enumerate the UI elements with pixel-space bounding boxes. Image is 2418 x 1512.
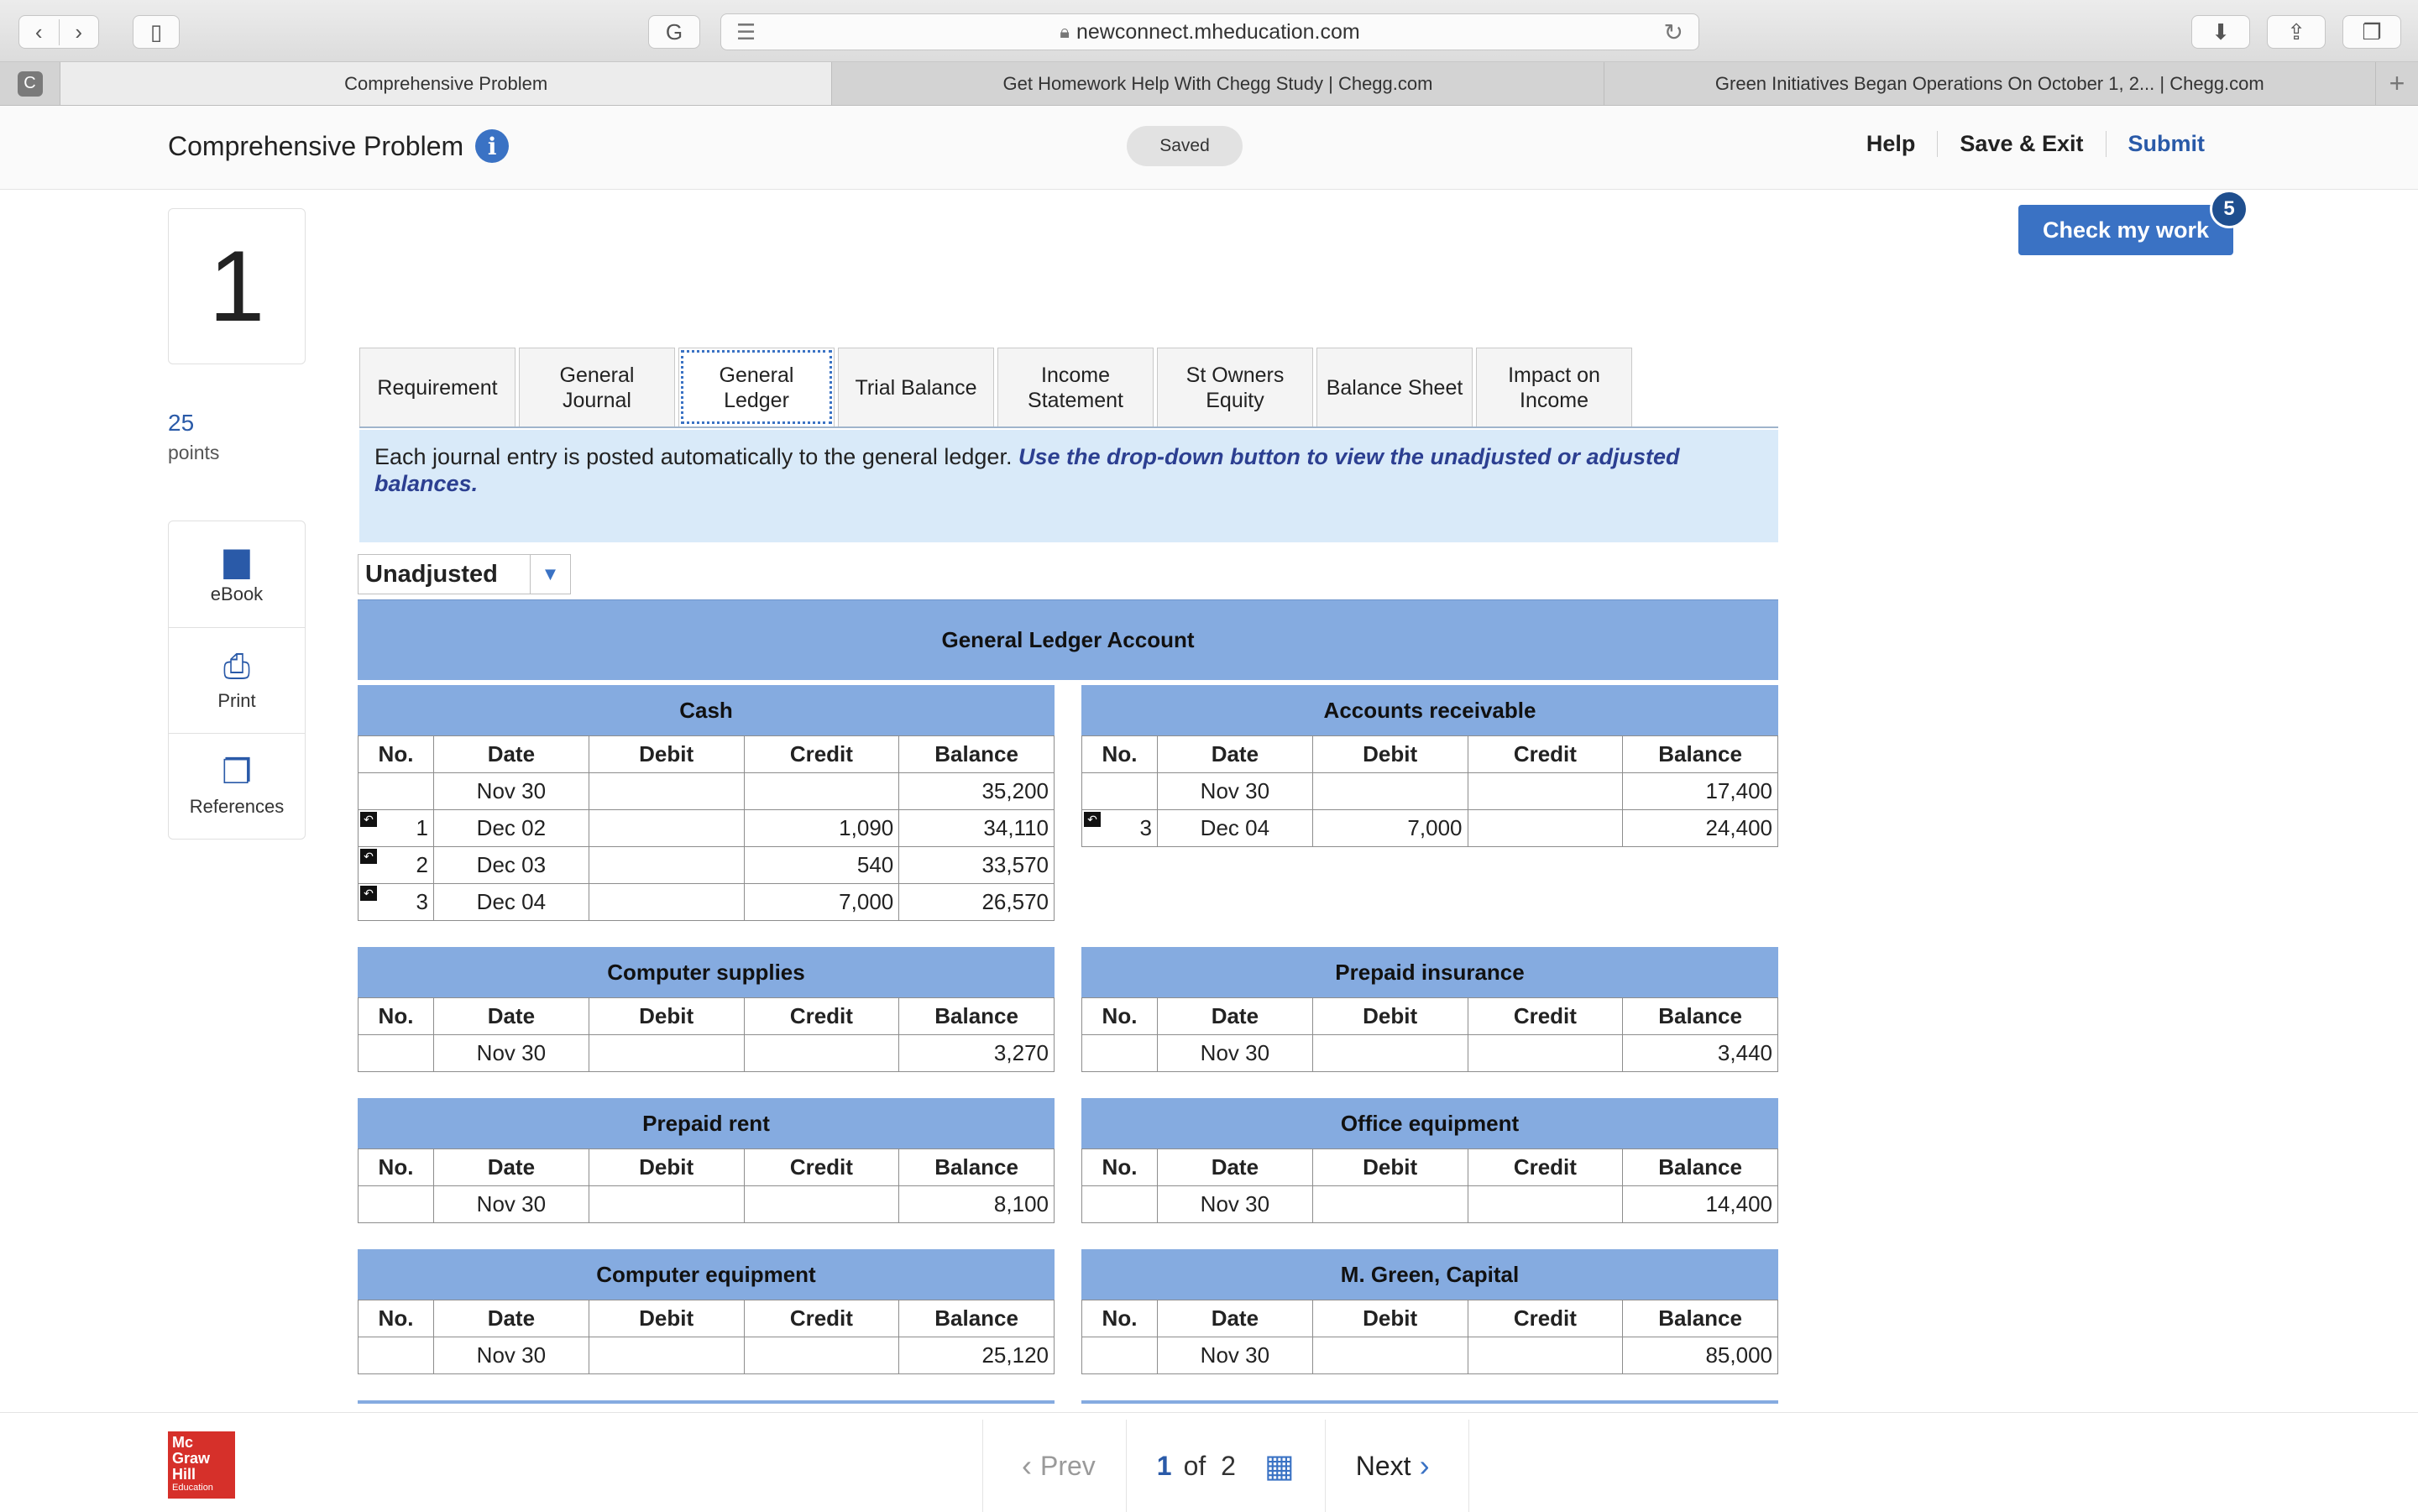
column-header: Credit	[1468, 1149, 1623, 1186]
ledger-account	[1081, 947, 1778, 1072]
cell-no	[1082, 1337, 1158, 1374]
ledger-account	[358, 1098, 1055, 1223]
account-title: Computer equipment	[358, 1249, 1055, 1300]
ledger-account	[358, 685, 1055, 921]
cell-value: 34,110	[983, 815, 1049, 840]
next-label: Next	[1355, 1450, 1411, 1481]
ledger-table	[358, 735, 1055, 921]
cell-value: 1	[416, 815, 428, 840]
chevron-right-icon: ›	[1419, 1448, 1430, 1483]
logo-text: Hill	[172, 1466, 196, 1483]
cell-date	[434, 1035, 589, 1072]
ledger-table	[1081, 1148, 1778, 1223]
column-header: Date	[1158, 1300, 1313, 1337]
column-header: Debit	[1312, 1149, 1468, 1186]
pinned-tab[interactable]	[0, 62, 60, 105]
ledger-table	[1081, 997, 1778, 1072]
column-header: Balance	[1623, 998, 1778, 1035]
column-header: Date	[434, 1149, 589, 1186]
cell-balance	[1623, 1337, 1778, 1374]
column-header: Credit	[1468, 1300, 1623, 1337]
logo-text: Education	[172, 1483, 213, 1493]
reader-view-icon[interactable]: ☰	[736, 18, 756, 44]
ledger-table	[1081, 1300, 1778, 1374]
instructions-emphasis: Use the drop-down button to view the unadjusted or adjusted balances.	[374, 444, 1680, 496]
history-nav	[18, 15, 99, 49]
question-number: 1	[168, 208, 306, 364]
column-header: Date	[1158, 1149, 1313, 1186]
browser-tab[interactable]: Get Homework Help With Chegg Study | Chegg.com	[832, 62, 1604, 105]
account-title: Prepaid insurance	[1081, 947, 1778, 997]
column-header: No.	[1082, 1300, 1158, 1337]
app-header	[0, 106, 2418, 190]
cell-no	[359, 773, 434, 810]
cell-value: 26,570	[981, 889, 1049, 914]
cell-value: 33,570	[981, 852, 1049, 877]
cell-value: 2	[416, 852, 428, 877]
column-header: Credit	[1468, 998, 1623, 1035]
cell-debit	[1312, 1186, 1468, 1223]
cell-credit	[1468, 1186, 1623, 1223]
table-row	[359, 1337, 1055, 1374]
cell-no	[359, 1186, 434, 1223]
cell-value: 1,090	[839, 815, 894, 840]
journal-link-icon[interactable]: ↶	[1084, 812, 1101, 827]
cell-no	[1082, 810, 1158, 847]
cell-no	[359, 847, 434, 884]
journal-link-icon[interactable]: ↶	[360, 812, 377, 827]
logo-text: Graw	[172, 1450, 211, 1467]
cell-credit	[744, 847, 899, 884]
tool-label: References	[189, 795, 285, 817]
cell-date	[1158, 1186, 1313, 1223]
cell-value: Nov 30	[1200, 1040, 1270, 1065]
ebook-button[interactable]	[169, 521, 305, 627]
column-header: Balance	[1623, 1149, 1778, 1186]
chevron-down-icon[interactable]: ▼	[530, 555, 570, 594]
column-header: Balance	[899, 1300, 1055, 1337]
cell-date	[1158, 810, 1313, 847]
cell-value: Nov 30	[476, 1342, 547, 1368]
cell-balance	[1623, 773, 1778, 810]
table-row	[359, 847, 1055, 884]
ledger-continuation-bar	[358, 1400, 1055, 1404]
grid-icon[interactable]: ▦	[1264, 1448, 1295, 1484]
header-links	[1845, 131, 2227, 157]
cell-balance	[1623, 810, 1778, 847]
reload-icon[interactable]: ↻	[1663, 18, 1683, 45]
cell-debit	[1312, 773, 1468, 810]
column-header: Balance	[1623, 736, 1778, 773]
cell-value: Nov 30	[1200, 1191, 1270, 1216]
balance-view-select[interactable]	[358, 554, 571, 594]
cell-no	[1082, 773, 1158, 810]
cell-debit	[589, 810, 744, 847]
instructions-panel	[359, 430, 1778, 542]
print-button[interactable]	[169, 627, 305, 733]
cell-value: 7,000	[1407, 815, 1463, 840]
cell-value: 8,100	[993, 1191, 1049, 1216]
saved-status: Saved	[1127, 126, 1243, 166]
cell-no	[359, 810, 434, 847]
save-exit-link[interactable]: Save & Exit	[1937, 131, 2105, 157]
cell-credit	[744, 1186, 899, 1223]
browser-toolbar	[0, 0, 2418, 62]
pager	[982, 1420, 1469, 1512]
table-row	[1082, 810, 1778, 847]
journal-link-icon[interactable]: ↶	[360, 849, 377, 864]
lock-icon: 🔒︎	[1060, 21, 1070, 42]
prev-label: Prev	[1040, 1450, 1096, 1481]
cell-value: Nov 30	[1200, 778, 1270, 803]
cell-balance	[899, 847, 1055, 884]
column-header: Credit	[744, 1149, 899, 1186]
column-header: No.	[1082, 736, 1158, 773]
cell-value: 24,400	[1705, 815, 1772, 840]
instructions-text: Each journal entry is posted automatically to the general ledger.	[374, 444, 1013, 469]
book-icon: ▆	[223, 541, 250, 578]
cell-debit	[1312, 1337, 1468, 1374]
table-row	[1082, 1186, 1778, 1223]
ledger-title: General Ledger Account	[358, 599, 1778, 680]
column-header: No.	[359, 1149, 434, 1186]
table-row	[359, 1186, 1055, 1223]
column-header: Balance	[899, 1149, 1055, 1186]
column-header: Date	[1158, 998, 1313, 1035]
cell-date	[434, 773, 589, 810]
downloads-icon[interactable]: ⬇	[2191, 15, 2250, 49]
cell-debit	[589, 1035, 744, 1072]
cell-date	[434, 810, 589, 847]
cell-value: 3	[1139, 815, 1152, 840]
checks-remaining-badge: 5	[2210, 190, 2248, 228]
column-header: Credit	[744, 736, 899, 773]
cell-balance	[899, 884, 1055, 921]
ledger-account	[358, 1249, 1055, 1374]
info-icon[interactable]: i	[475, 129, 509, 163]
cell-value: Nov 30	[476, 1040, 547, 1065]
cell-value: Dec 02	[476, 815, 547, 840]
cell-date	[434, 884, 589, 921]
show-tabs-icon[interactable]: ❐	[2342, 15, 2401, 49]
column-header: Date	[434, 736, 589, 773]
account-title: Accounts receivable	[1081, 685, 1778, 735]
cell-debit	[589, 1186, 744, 1223]
cell-date	[1158, 1035, 1313, 1072]
check-my-work-button[interactable]: Check my work	[2018, 205, 2233, 255]
cell-value: Nov 30	[476, 1191, 547, 1216]
column-header: Balance	[899, 736, 1055, 773]
cell-balance	[1623, 1186, 1778, 1223]
cell-balance	[899, 773, 1055, 810]
sidebar-toggle-icon[interactable]: ▯	[133, 15, 180, 49]
page-total: 2	[1221, 1450, 1236, 1481]
cell-date	[434, 1337, 589, 1374]
points-value: 25	[168, 410, 195, 436]
tab-requirement[interactable]: General Ledger	[678, 348, 835, 426]
account-title: Computer supplies	[358, 947, 1055, 997]
column-header: Date	[434, 1300, 589, 1337]
cell-date	[1158, 1337, 1313, 1374]
column-header: Date	[1158, 736, 1313, 773]
page-of: of	[1183, 1450, 1206, 1481]
ledger-table	[358, 1300, 1055, 1374]
ledger-continuation-bar	[1081, 1400, 1778, 1404]
current-page: 1	[1156, 1450, 1172, 1481]
cell-credit	[1468, 1337, 1623, 1374]
journal-link-icon[interactable]: ↶	[360, 886, 377, 901]
column-header: No.	[1082, 998, 1158, 1035]
cell-balance	[1623, 1035, 1778, 1072]
cell-no	[359, 1035, 434, 1072]
cell-balance	[899, 1035, 1055, 1072]
ledger-table	[358, 1148, 1055, 1223]
column-header: Credit	[744, 998, 899, 1035]
ledger-table	[1081, 735, 1778, 847]
cell-no	[1082, 1035, 1158, 1072]
assignment-title-text: Comprehensive Problem	[168, 130, 464, 161]
cell-debit	[589, 847, 744, 884]
new-tab-button[interactable]: +	[2389, 68, 2405, 98]
tools-panel	[168, 521, 306, 840]
print-icon: ⎙	[223, 647, 250, 685]
cell-value: Dec 04	[1200, 815, 1270, 840]
column-header: Debit	[589, 998, 744, 1035]
ledger-table	[358, 997, 1055, 1072]
column-header: Debit	[1312, 736, 1468, 773]
url-text: newconnect.mheducation.com	[1076, 19, 1360, 44]
balance-view-value: Unadjusted	[365, 560, 498, 588]
column-header: Balance	[899, 998, 1055, 1035]
cell-credit	[744, 773, 899, 810]
back-icon[interactable]: ‹	[34, 18, 43, 44]
ledger-account	[358, 947, 1055, 1072]
cell-value: Nov 30	[1200, 1342, 1270, 1368]
submit-link[interactable]: Submit	[2106, 131, 2227, 157]
browser-tab[interactable]: Comprehensive Problem	[60, 62, 832, 105]
cell-credit	[744, 884, 899, 921]
requirement-tabs	[359, 348, 1778, 428]
account-title: Cash	[358, 685, 1055, 735]
cell-value: 25,120	[981, 1342, 1049, 1368]
column-header: No.	[359, 1300, 434, 1337]
ledger-account	[1081, 1098, 1778, 1223]
tab-requirement[interactable]: Requirement	[359, 348, 516, 426]
tab-requirement[interactable]: Balance Sheet	[1316, 348, 1473, 426]
column-header: Debit	[1312, 998, 1468, 1035]
cell-value: 3	[416, 889, 428, 914]
cell-debit	[1312, 1035, 1468, 1072]
address-bar[interactable]	[720, 13, 1699, 50]
cell-credit	[744, 1337, 899, 1374]
tab-requirement[interactable]: St Owners Equity	[1157, 348, 1313, 426]
cell-value: 3,440	[1717, 1040, 1772, 1065]
table-row	[1082, 1337, 1778, 1374]
cell-credit	[1468, 773, 1623, 810]
grammarly-extension-icon[interactable]: G	[648, 15, 700, 49]
share-icon[interactable]: ⇪	[2267, 15, 2326, 49]
cell-value: 17,400	[1705, 778, 1772, 803]
cell-credit	[744, 1035, 899, 1072]
chegg-favicon-icon: C	[18, 71, 43, 97]
cell-value: 7,000	[839, 889, 894, 914]
cell-value: 14,400	[1705, 1191, 1772, 1216]
browser-tab-strip	[0, 62, 2418, 106]
tab-requirement[interactable]: Impact on Income	[1476, 348, 1632, 426]
cell-no	[1082, 1186, 1158, 1223]
column-header: Date	[434, 998, 589, 1035]
cell-balance	[899, 1186, 1055, 1223]
cell-no	[359, 1337, 434, 1374]
cell-no	[359, 884, 434, 921]
tool-label: Print	[217, 689, 256, 711]
references-icon: ❐	[222, 753, 252, 791]
column-header: Debit	[589, 1300, 744, 1337]
account-title: Office equipment	[1081, 1098, 1778, 1148]
cell-debit	[589, 773, 744, 810]
table-row	[359, 773, 1055, 810]
help-link[interactable]: Help	[1866, 131, 1916, 156]
prev-button[interactable]	[982, 1420, 1126, 1512]
browser-tab[interactable]: Green Initiatives Began Operations On October 1, 2... | Chegg.com	[1604, 62, 2376, 105]
table-row	[359, 1035, 1055, 1072]
cell-credit	[1468, 810, 1623, 847]
ledger-account	[1081, 1249, 1778, 1374]
column-header: No.	[359, 736, 434, 773]
column-header: Debit	[1312, 1300, 1468, 1337]
logo-text: Mc	[172, 1434, 194, 1451]
cell-value: 35,200	[981, 778, 1049, 803]
cell-date	[1158, 773, 1313, 810]
column-header: Debit	[589, 1149, 744, 1186]
account-title: M. Green, Capital	[1081, 1249, 1778, 1300]
cell-value: Nov 30	[476, 778, 547, 803]
cell-value: Dec 04	[476, 889, 547, 914]
table-row	[359, 810, 1055, 847]
points-label: points	[168, 442, 220, 463]
column-header: No.	[1082, 1149, 1158, 1186]
cell-value: 540	[856, 852, 894, 877]
column-header: Balance	[1623, 1300, 1778, 1337]
column-header: Credit	[744, 1300, 899, 1337]
cell-debit	[589, 884, 744, 921]
next-button[interactable]	[1325, 1420, 1469, 1512]
cell-balance	[899, 810, 1055, 847]
tool-label: eBook	[210, 583, 264, 604]
column-header: Credit	[1468, 736, 1623, 773]
account-title: Prepaid rent	[358, 1098, 1055, 1148]
chevron-left-icon: ‹	[1022, 1448, 1032, 1483]
cell-value: Dec 03	[476, 852, 547, 877]
table-row	[1082, 1035, 1778, 1072]
cell-value: 85,000	[1705, 1342, 1772, 1368]
cell-debit	[589, 1337, 744, 1374]
table-row	[359, 884, 1055, 921]
cell-credit	[744, 810, 899, 847]
cell-date	[434, 847, 589, 884]
column-header: Debit	[589, 736, 744, 773]
cell-value: 3,270	[993, 1040, 1049, 1065]
cell-debit	[1312, 810, 1468, 847]
column-header: No.	[359, 998, 434, 1035]
mcgraw-hill-logo	[168, 1431, 235, 1499]
ledger-account	[1081, 685, 1778, 847]
tab-requirement[interactable]: Trial Balance	[838, 348, 994, 426]
forward-icon[interactable]: ›	[59, 19, 99, 45]
tab-requirement[interactable]: Income Statement	[997, 348, 1154, 426]
table-row	[1082, 773, 1778, 810]
references-button[interactable]	[169, 733, 305, 839]
cell-credit	[1468, 1035, 1623, 1072]
footer	[0, 1412, 2418, 1511]
cell-balance	[899, 1337, 1055, 1374]
page-indicator	[1126, 1420, 1325, 1512]
tab-requirement[interactable]: General Journal	[519, 348, 675, 426]
cell-date	[434, 1186, 589, 1223]
assignment-title	[168, 129, 509, 163]
